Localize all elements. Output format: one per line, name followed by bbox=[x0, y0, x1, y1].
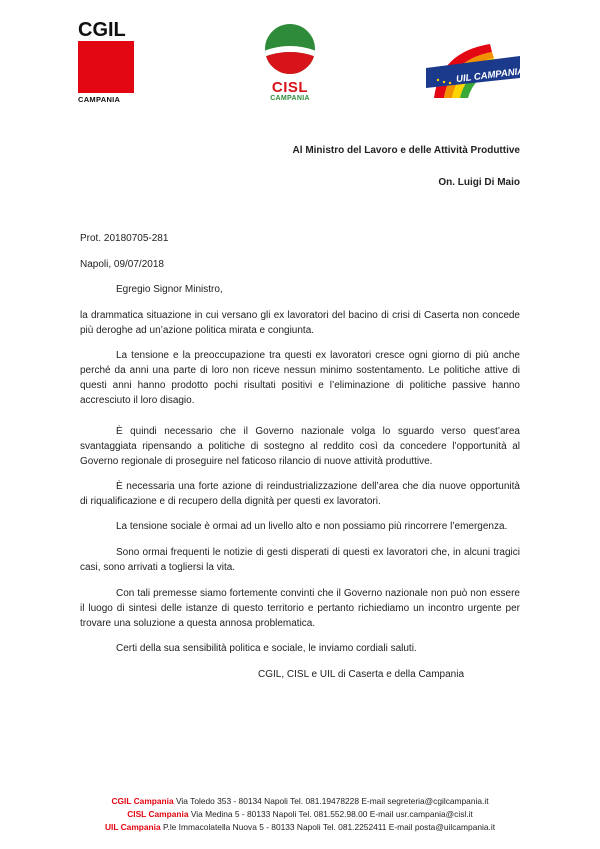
paragraph-2: La tensione e la preoccupazione tra questi ex lavoratori cresce ogni giorno di più anche perché da anni una parte di loro non riceve nessun minimo sostentamento. Le politiche attive di questi anni hanno prodotto pochi risultati positivi e l’eliminazione di politiche passive hanno accresciuto il loro disagio. bbox=[80, 350, 520, 406]
uil-logo-name: UIL CAMPANIA bbox=[455, 65, 525, 86]
cgil-logo-region: CAMPANIA bbox=[78, 95, 121, 104]
signature: CGIL, CISL e UIL di Caserta e della Campania bbox=[258, 669, 465, 680]
footer-address-uil: P.le Immacolatella Nuova 5 - 80133 Napoli Tel. 081.2252411 E-mail posta@uilcampania.it bbox=[162, 822, 496, 832]
recipient-line-2: On. Luigi Di Maio bbox=[438, 177, 520, 188]
footer-line-cgil bbox=[0, 795, 600, 807]
cgil-logo-name: CGIL bbox=[78, 19, 126, 41]
uil-logo bbox=[420, 38, 526, 104]
footer-org-uil: UIL Campania bbox=[104, 822, 161, 832]
paragraph-6: Sono ormai frequenti le notizie di gesti disperati di questi ex lavoratori che, in alcuni tragici casi, sono arrivati a togliersi la vita. bbox=[80, 547, 520, 573]
footer-line-cisl bbox=[0, 808, 600, 820]
cgil-logo bbox=[78, 20, 138, 104]
paragraph-8: Certi della sua sensibilità politica e sociale, le inviamo cordiali saluti. bbox=[116, 643, 417, 654]
footer-org-cgil: CGIL Campania bbox=[111, 796, 174, 806]
cisl-logo bbox=[257, 22, 323, 104]
cisl-logo-region: CAMPANIA bbox=[270, 95, 310, 102]
paragraph-7: Con tali premesse siamo fortemente convinti che il Governo nazionale non può non essere il luogo di sintesi delle istanze di questo territorio e pertanto richiediamo un incontro urgente per trovare una soluzione a questa annosa problematica. bbox=[80, 588, 520, 629]
paragraph-1: la drammatica situazione in cui versano gli ex lavoratori del bacino di crisi di Caserta non concede più deroghe ad un’azione politica mirata e congiunta. bbox=[80, 310, 520, 336]
cisl-logo-name: CISL bbox=[271, 79, 309, 96]
paragraph-5: La tensione sociale è ormai ad un livello alto e non possiamo più rincorrere l’emergenza. bbox=[116, 521, 508, 532]
footer-org-cisl: CISL Campania bbox=[127, 809, 189, 819]
paragraph-3: È quindi necessario che il Governo nazionale volga lo sguardo verso quest’area svantaggiata ripensando a politiche di sostegno al reddito così da concedere l’opportunità al Governo regionale di proseguire nel faticoso rilancio di nuove attività produttive. bbox=[80, 426, 520, 467]
paragraph-4: È necessaria una forte azione di reindustrializzazione dell’area che dia nuove opportunità di riqualificazione e di recupero della dignità per questi ex lavoratori. bbox=[80, 481, 520, 507]
recipient-line-1: Al Ministro del Lavoro e delle Attività Produttive bbox=[292, 145, 520, 156]
footer-address-cgil: Via Toledo 353 - 80134 Napoli Tel. 081.19478228 E-mail segreteria@cgilcampania.it bbox=[176, 796, 489, 806]
cisl-emblem-icon bbox=[257, 22, 323, 74]
place-date: Napoli, 09/07/2018 bbox=[80, 259, 164, 270]
protocol-number: Prot. 20180705-281 bbox=[80, 233, 169, 244]
cgil-logo-red-block bbox=[78, 41, 134, 93]
footer-address-cisl: Via Medina 5 - 80133 Napoli Tel. 081.552.98.00 E-mail usr.campania@cisl.it bbox=[190, 809, 473, 819]
salutation: Egregio Signor Ministro, bbox=[116, 284, 223, 295]
footer-line-uil bbox=[0, 821, 600, 833]
